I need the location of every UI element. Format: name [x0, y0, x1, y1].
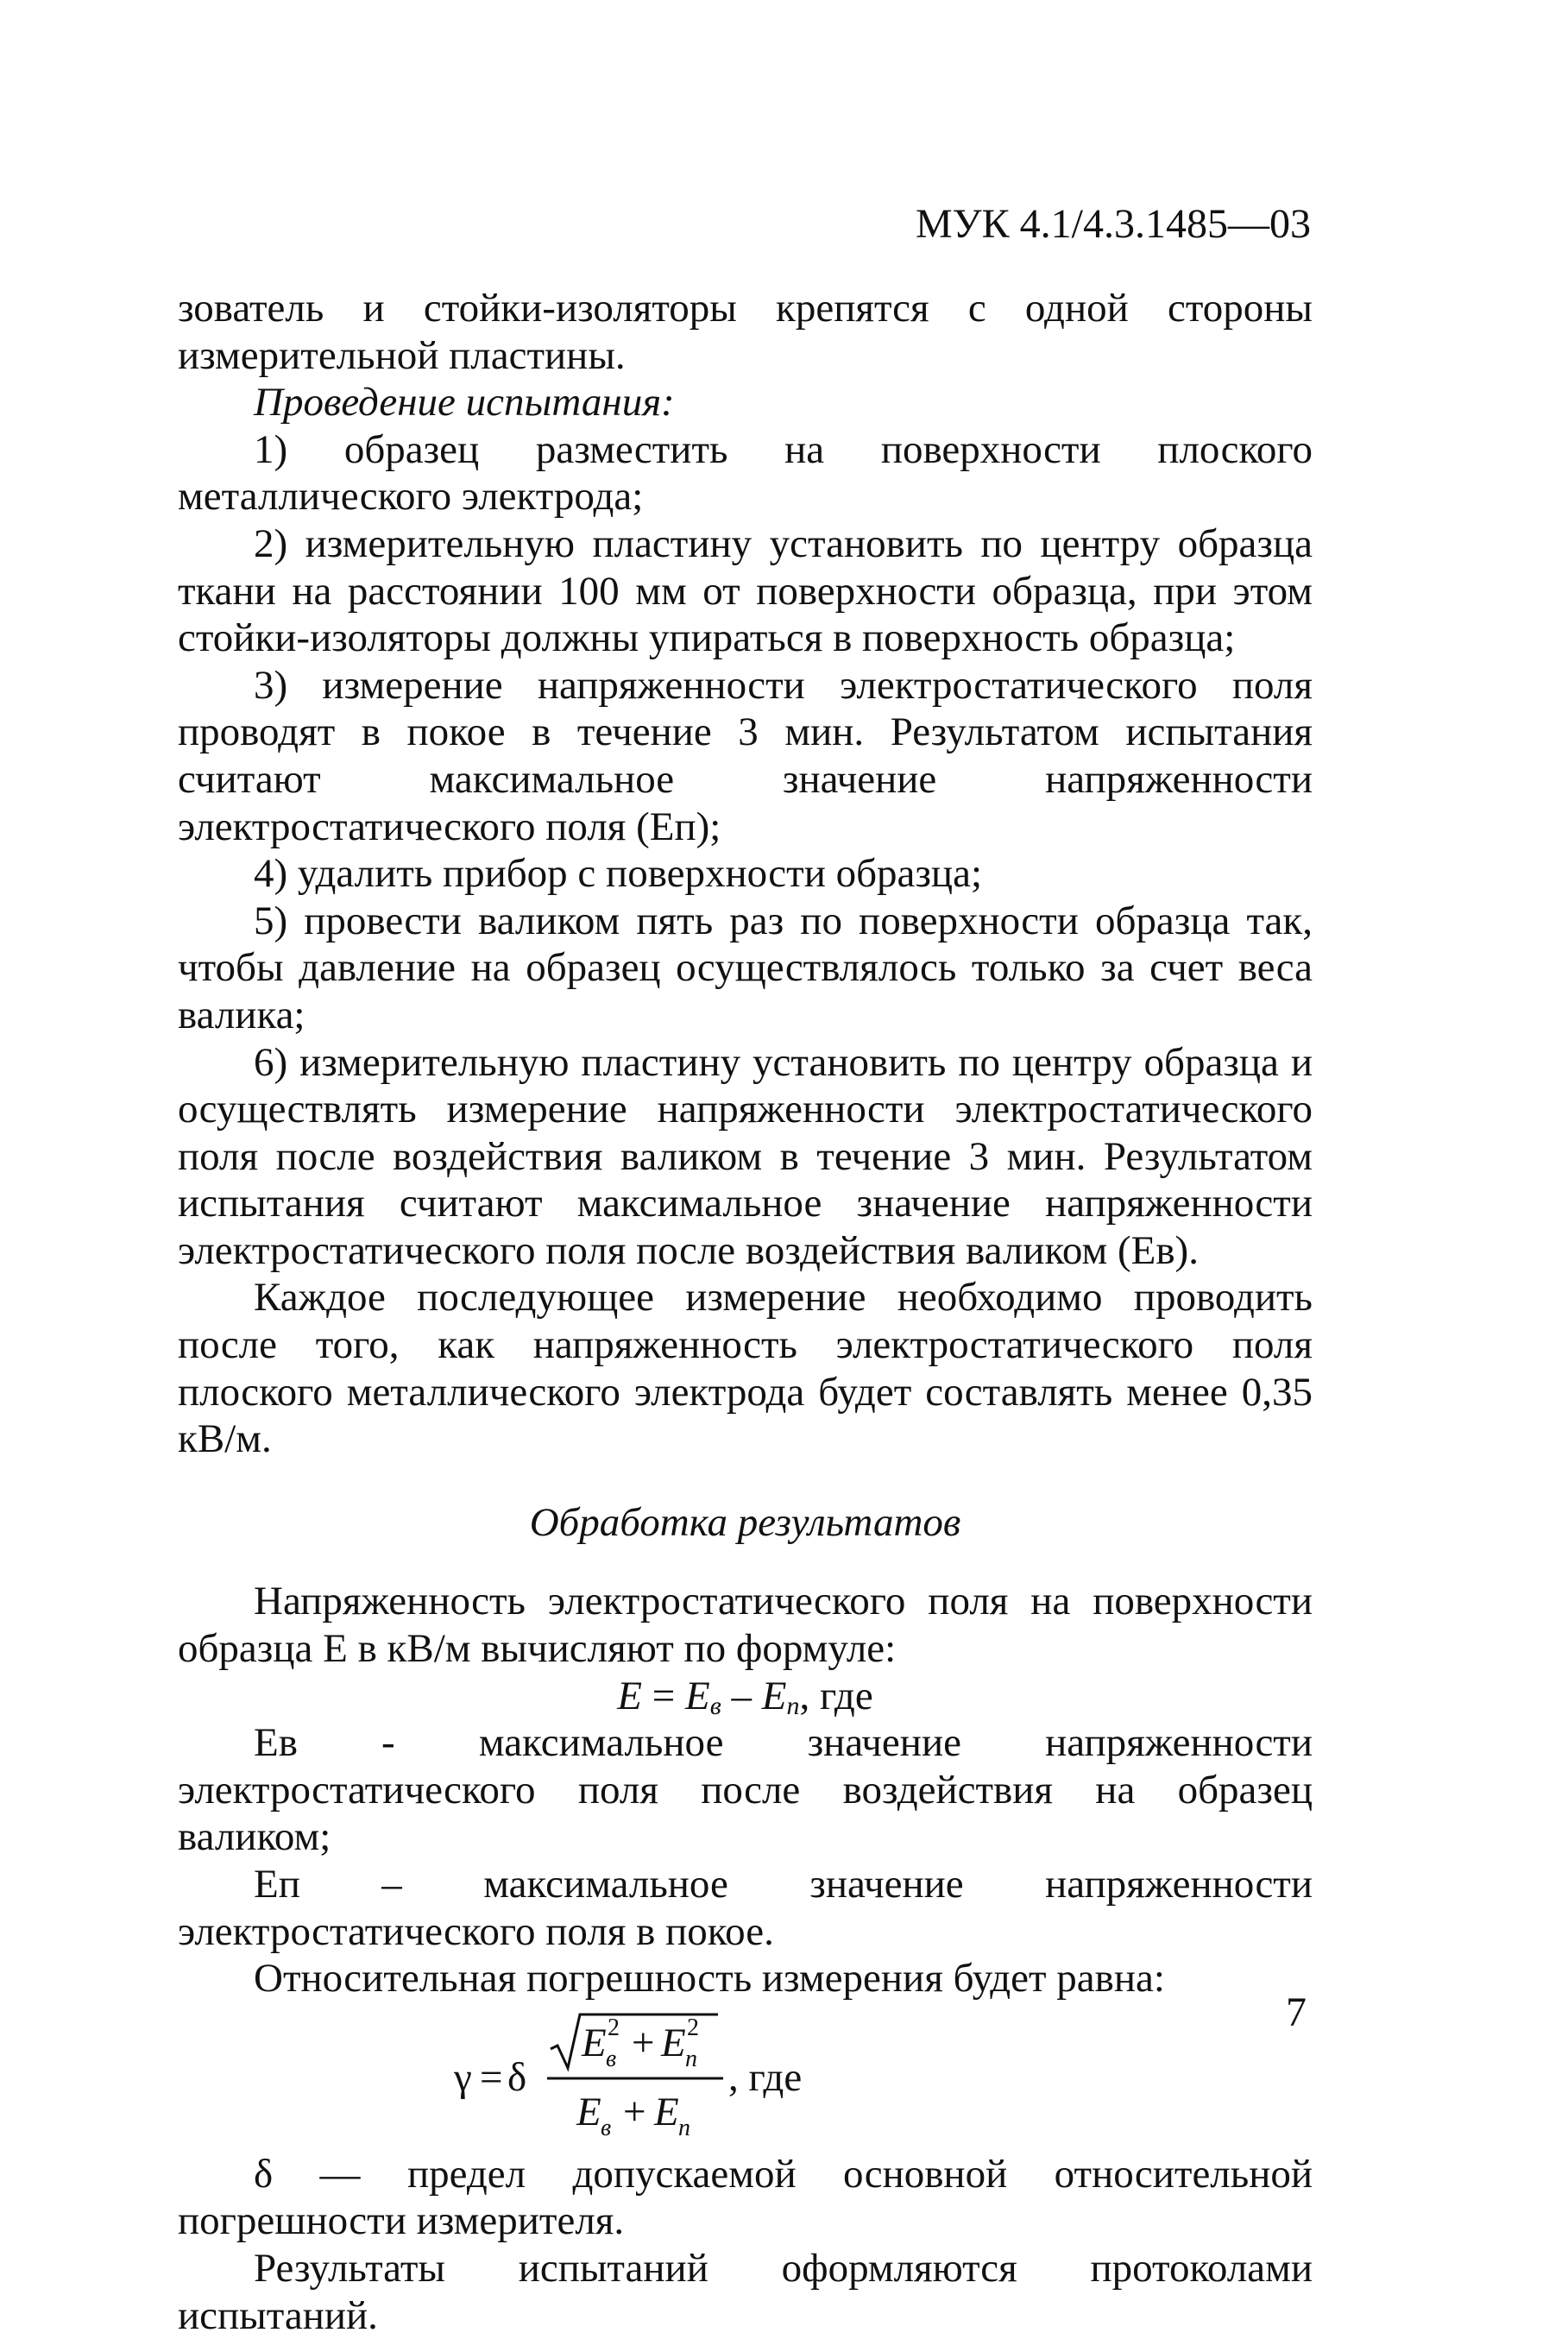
page-number: 7: [1286, 1989, 1307, 2035]
num-sub-2: n: [685, 2045, 697, 2072]
definition-ev: Eв - максимальное значение напряженности электростатического поля после воздействия на образец валиком;: [178, 1720, 1313, 1860]
num-sub-1: в: [606, 2045, 617, 2072]
page-body: [178, 285, 1313, 2339]
num-pow-2: 2: [687, 2014, 699, 2041]
formula-minus: –: [721, 1673, 762, 1718]
procedure-step-5: 5) провести валиком пять раз по поверхности образца так, чтобы давление на образец осуществлялось только за счет веса валика;: [178, 898, 1313, 1037]
formula-equals-2: =: [480, 2054, 503, 2100]
formula-tail: , где: [799, 1673, 873, 1718]
den-e2: E: [654, 2089, 679, 2134]
relative-error-formula-svg: [454, 2004, 937, 2149]
procedure-step-2: 2) измерительную пластину установить по центру образца ткани на расстоянии 100 мм от поверхности образца, при этом стойки-изоляторы должны упираться в поверхность образца;: [178, 520, 1313, 661]
procedure-step-6: 6) измерительную пластину установить по центру образца и осуществлять измерение напряженности электростатического поля после воздействия валиком в течение 3 мин. Результатом испытания считают максимальное значение напряженности электростатического поля после воздействия валиком (Eв).: [178, 1039, 1313, 1273]
formula-term-2: E: [761, 1673, 787, 1718]
formula-tail-2: , где: [728, 2054, 803, 2100]
den-e1: E: [576, 2089, 601, 2134]
num-plus: +: [632, 2020, 655, 2065]
formula-term-1: E: [685, 1673, 710, 1718]
den-sub-1: в: [601, 2114, 612, 2141]
num-e2: E: [661, 2020, 686, 2065]
test-procedure-heading: Проведение испытания:: [254, 380, 675, 426]
results-statement: Результаты испытаний оформляются протоколами испытаний.: [178, 2245, 1313, 2338]
paragraph-continuation: зователь и стойки-изоляторы крепятся с одной стороны измерительной пластины.: [178, 286, 1313, 378]
formula-equals: =: [642, 1673, 686, 1718]
delta-symbol: δ: [507, 2054, 527, 2100]
definition-delta: δ — предел допускаемой основной относительной погрешности измерителя.: [178, 2151, 1313, 2244]
num-e1: E: [582, 2020, 607, 2065]
den-sub-2: n: [678, 2114, 690, 2141]
procedure-step-1: 1) образец разместить на поверхности плоского металлического электрода;: [178, 426, 1313, 520]
num-pow-1: 2: [608, 2014, 620, 2041]
relative-error-formula: [178, 2004, 1313, 2149]
procedure-step-4: 4) удалить прибор с поверхности образца;: [254, 851, 983, 897]
field-strength-formula: [178, 1673, 1313, 1720]
procedure-step-3: 3) измерение напряженности электростатического поля проводят в покое в течение 3 мин. Результатом испытания считают максимальное значение напряженности электростатического поля (Eп);: [178, 662, 1313, 849]
formula-term-1-sub: в: [709, 1691, 721, 1720]
processing-intro: Напряженность электростатического поля на поверхности образца E в кВ/м вычисляют по формуле:: [178, 1579, 1313, 1672]
measurement-note: Каждое последующее измерение необходимо проводить после того, как напряженность электростатического поля плоского металлического электрода будет составлять менее 0,35 кВ/м.: [178, 1275, 1313, 1462]
formula-lhs: E: [617, 1673, 642, 1718]
den-plus: +: [623, 2089, 646, 2134]
formula-term-2-sub: п: [786, 1691, 800, 1720]
gamma-symbol: γ: [454, 2054, 472, 2100]
definition-en: Eп – максимальное значение напряженности электростатического поля в покое.: [178, 1862, 1313, 1954]
error-intro: Относительная погрешность измерения будет равна:: [254, 1956, 1165, 2002]
document-code-header: МУК 4.1/4.3.1485—03: [915, 201, 1311, 247]
processing-heading: Обработка результатов: [529, 1499, 961, 1545]
